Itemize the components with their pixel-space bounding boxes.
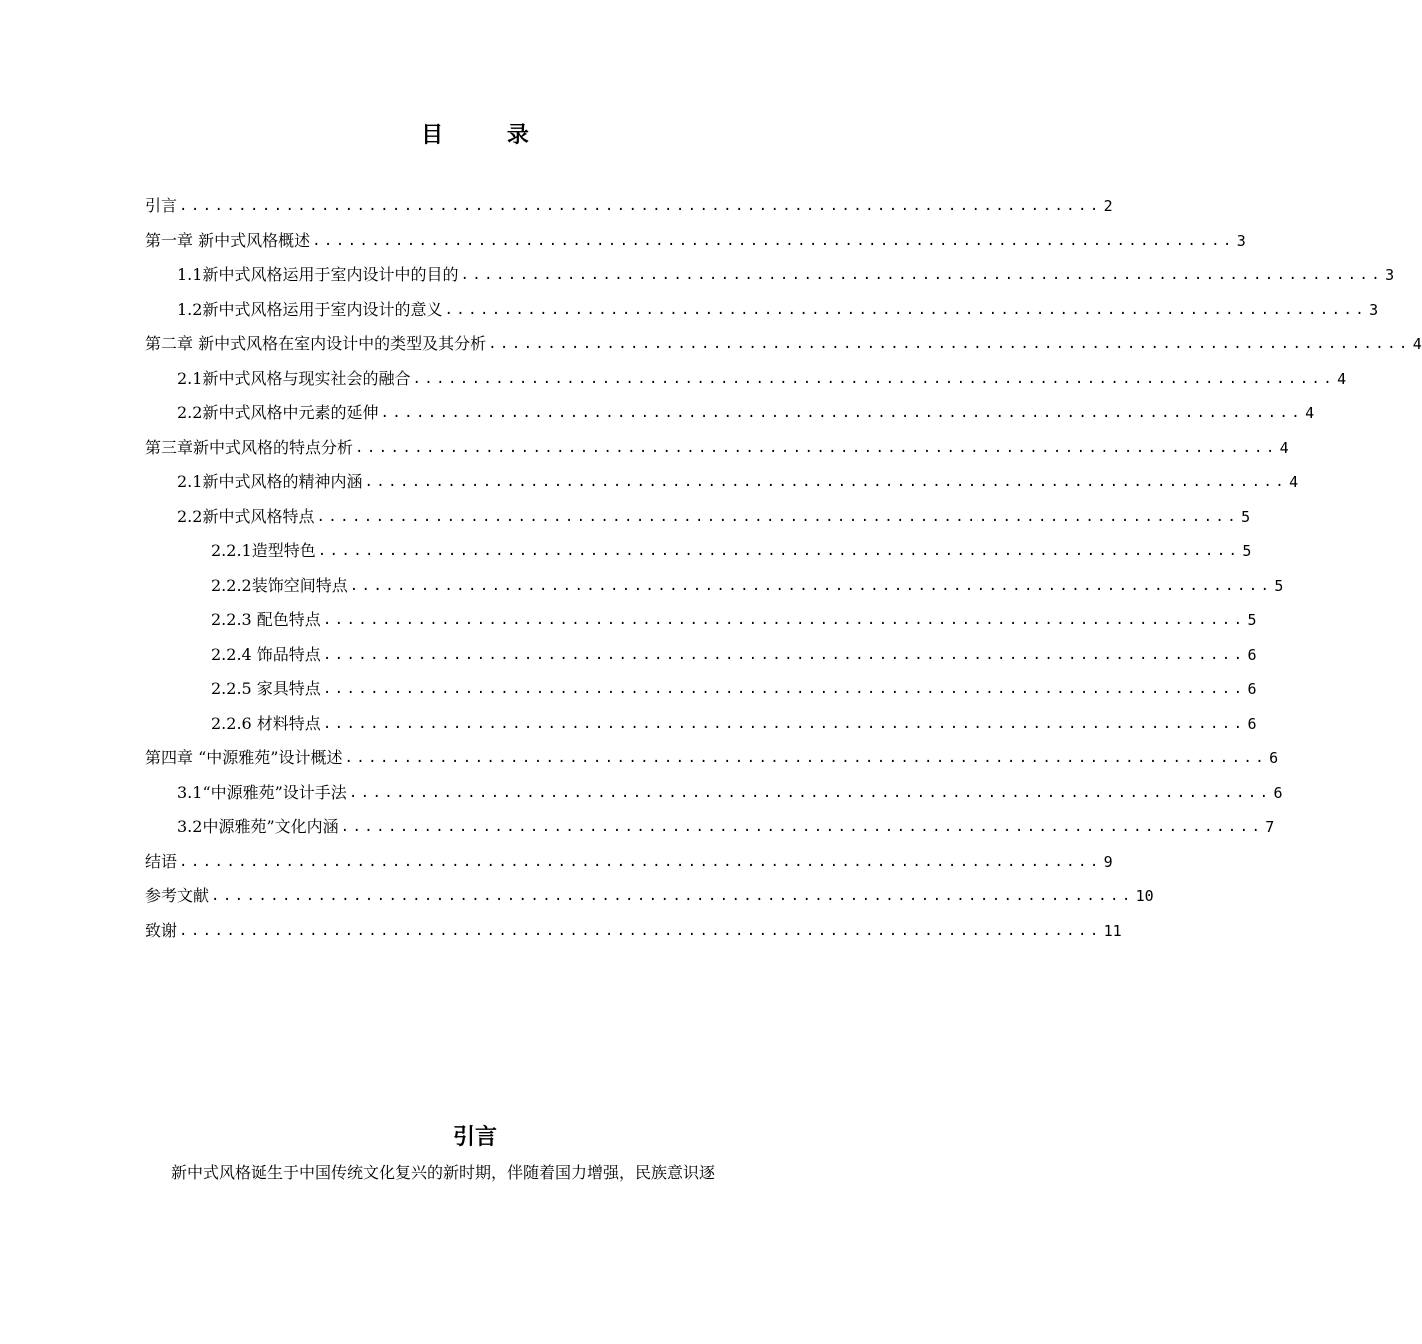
toc-entry-page: 3 [1369, 300, 1379, 319]
toc-entry-page: 6 [1247, 645, 1257, 664]
toc-entry-page: 4 [1337, 369, 1347, 388]
toc-entry-page: 5 [1242, 542, 1252, 560]
toc-entry-page: 3 [1236, 231, 1246, 250]
toc-entry[interactable] [211, 676, 1257, 702]
toc-entry-label: 2.2.2装饰空间特点 [211, 575, 348, 595]
toc-leader-dots: .............................................................................. [211, 888, 1134, 904]
toc-entry[interactable] [177, 297, 1379, 323]
toc-leader-dots: .............................................................................. [460, 267, 1384, 283]
toc-entry[interactable] [177, 262, 1395, 288]
toc-entry[interactable] [145, 745, 1279, 771]
toc-entry-page: 4 [1289, 473, 1299, 491]
toc-entry-page: 6 [1273, 783, 1283, 802]
toc-entry-label: 2.2.5 家具特点 [211, 679, 321, 698]
toc-entry[interactable] [145, 193, 1113, 219]
toc-entry[interactable] [145, 849, 1113, 875]
toc-entry-label: 第二章 新中式风格在室内设计中的类型及其分析 [145, 334, 487, 353]
toc-entry[interactable] [145, 918, 1122, 944]
toc-entry-page: 4 [1279, 438, 1289, 457]
toc-leader-dots: .............................................................................. [444, 301, 1368, 318]
toc-entry-page: 5 [1241, 507, 1251, 526]
toc-entry-label: 2.2.3 配色特点 [211, 610, 321, 629]
toc-entry-label: 2.2新中式风格特点 [177, 506, 315, 526]
toc-entry-label: 第四章 “中源雅苑”设计概述 [145, 748, 343, 767]
intro-heading: 引言 [452, 1124, 497, 1150]
toc-leader-dots: .............................................................................. [348, 784, 1272, 801]
toc-leader-dots: .............................................................................. [179, 922, 1102, 939]
toc-entry-label: 2.2.6 材料特点 [211, 713, 321, 733]
toc-entry[interactable] [177, 366, 1347, 392]
toc-entry[interactable] [211, 538, 1252, 564]
toc-entry[interactable] [177, 504, 1251, 530]
toc-leader-dots: .............................................................................. [322, 646, 1246, 663]
toc-entry[interactable] [145, 883, 1154, 909]
toc-leader-dots: .............................................................................. [317, 543, 1241, 559]
toc-entry[interactable] [145, 228, 1246, 254]
toc-entry-label: 2.1新中式风格与现实社会的融合 [177, 368, 411, 388]
toc-entry-page: 2 [1103, 197, 1113, 215]
toc-entry-page: 3 [1385, 266, 1395, 284]
toc-leader-dots: .............................................................................. [322, 715, 1246, 732]
toc-leader-dots: .............................................................................. [412, 370, 1336, 387]
toc-entry-label: 2.2.1造型特色 [211, 541, 316, 560]
toc-leader-dots: .............................................................................. [340, 819, 1264, 835]
toc-entry-page: 6 [1247, 714, 1257, 733]
toc-leader-dots: .............................................................................. [355, 439, 1278, 456]
toc-entry-label: 结语 [145, 851, 178, 871]
toc-entry-label: 2.2新中式风格中元素的延伸 [177, 403, 379, 422]
toc-leader-dots: .............................................................................. [364, 474, 1288, 490]
toc-leader-dots: .............................................................................. [349, 577, 1273, 594]
toc-entry-label: 3.1“中源雅苑”设计手法 [177, 782, 347, 802]
toc-entry[interactable] [211, 607, 1257, 633]
toc-leader-dots: .............................................................................. [488, 336, 1411, 352]
toc-entry-page: 5 [1274, 576, 1284, 595]
toc-entry-page: 5 [1247, 611, 1257, 629]
toc-leader-dots: .............................................................................. [322, 681, 1246, 697]
toc-entry[interactable] [145, 435, 1289, 461]
toc-entry-label: 参考文献 [145, 886, 210, 905]
toc-entry-label: 2.2.4 饰品特点 [211, 644, 321, 664]
toc-entry-page: 6 [1269, 749, 1279, 767]
toc-entry-label: 第一章 新中式风格概述 [145, 230, 311, 250]
toc-entry-label: 2.1新中式风格的精神内涵 [177, 472, 363, 491]
toc-entry-page: 4 [1305, 404, 1315, 422]
toc-leader-dots: .............................................................................. [344, 750, 1268, 766]
toc-leader-dots: .............................................................................. [179, 198, 1102, 214]
toc-entry[interactable] [145, 331, 1422, 357]
toc-entry-page: 11 [1103, 921, 1122, 940]
toc-entry-label: 3.2中源雅苑”文化内涵 [177, 817, 339, 836]
toc-entry-label: 第三章新中式风格的特点分析 [145, 437, 354, 457]
toc-leader-dots: .............................................................................. [316, 508, 1240, 525]
toc-entry-page: 10 [1135, 887, 1154, 905]
toc-leader-dots: .............................................................................. [322, 612, 1246, 628]
toc-entry-page: 4 [1412, 335, 1422, 353]
toc-entry-label: 致谢 [145, 920, 178, 940]
toc-entry[interactable] [177, 469, 1299, 495]
toc-leader-dots: .............................................................................. [312, 232, 1235, 249]
toc-entry-page: 6 [1247, 680, 1257, 698]
toc-title: 目 录 [421, 122, 557, 148]
toc-entry-label: 1.2新中式风格运用于室内设计的意义 [177, 299, 443, 319]
toc-entry[interactable] [177, 814, 1275, 840]
toc-leader-dots: .............................................................................. [179, 853, 1102, 870]
toc-entry-label: 1.1新中式风格运用于室内设计中的目的 [177, 265, 459, 284]
toc-entry[interactable] [177, 780, 1283, 806]
toc-entry-label: 引言 [145, 196, 178, 215]
toc-entry-page: 7 [1265, 818, 1275, 836]
toc-entry[interactable] [211, 642, 1257, 668]
intro-paragraph: 新中式风格诞生于中国传统文化复兴的新时期，伴随着国力增强，民族意识逐 [171, 1163, 716, 1182]
toc-entry[interactable] [211, 711, 1257, 737]
toc-entry[interactable] [211, 573, 1284, 599]
toc-entry[interactable] [177, 400, 1315, 426]
toc-leader-dots: .............................................................................. [380, 405, 1304, 421]
toc-entry-page: 9 [1103, 852, 1113, 871]
